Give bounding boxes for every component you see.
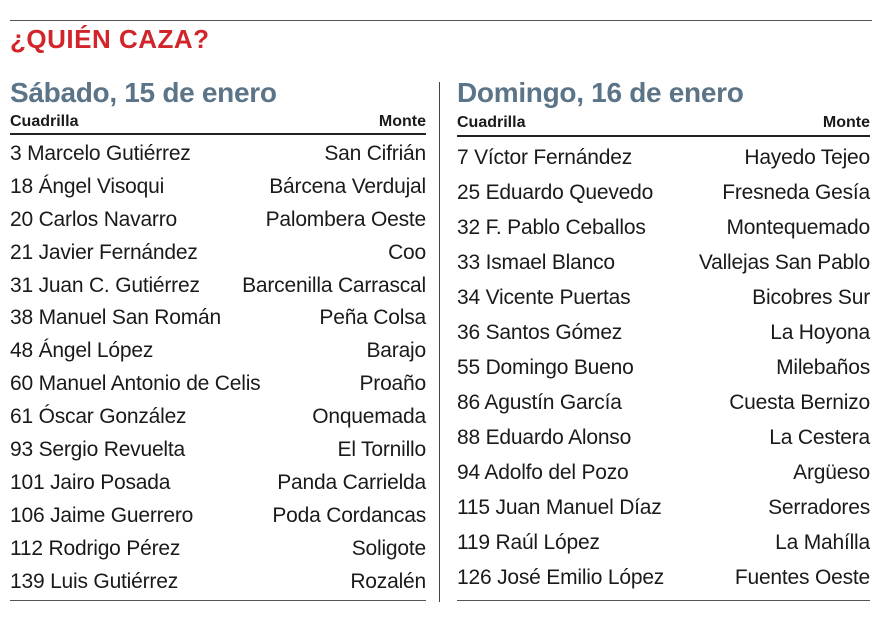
cuadrilla-cell: 31 Juan C. Gutiérrez xyxy=(10,273,200,297)
cuadrilla-cell: 115 Juan Manuel Díaz xyxy=(457,496,662,519)
table-row xyxy=(457,280,870,315)
monte-cell: Fuentes Oeste xyxy=(734,566,870,589)
table-row xyxy=(457,245,870,280)
table-row xyxy=(10,533,426,566)
cuadrilla-cell: 33 Ismael Blanco xyxy=(457,251,615,274)
monte-cell: Panda Carrielda xyxy=(277,470,426,494)
cuadrilla-cell: 18 Ángel Visoqui xyxy=(10,174,165,198)
cuadrilla-cell: 25 Eduardo Quevedo xyxy=(457,181,654,204)
table-row xyxy=(10,237,426,270)
table-row xyxy=(457,175,870,210)
cuadrilla-cell: 38 Manuel San Román xyxy=(10,306,221,330)
monte-cell: Bicobres Sur xyxy=(752,286,870,309)
cuadrilla-cell: 7 Víctor Fernández xyxy=(457,146,632,169)
monte-cell: Palombera Oeste xyxy=(265,207,426,231)
header-cuadrilla: Cuadrilla xyxy=(10,113,79,130)
table-row xyxy=(10,368,426,401)
monte-cell: Montequemado xyxy=(726,216,870,239)
table-row xyxy=(457,490,870,525)
table-row xyxy=(457,210,870,245)
cuadrilla-cell: 106 Jaime Guerrero xyxy=(10,503,194,527)
monte-cell: Milebaños xyxy=(776,356,870,379)
monte-cell: Proaño xyxy=(359,372,426,396)
table-row xyxy=(457,385,870,420)
sunday-column xyxy=(457,76,870,595)
table-row xyxy=(10,467,426,500)
table-row xyxy=(457,420,870,455)
cuadrilla-cell: 36 Santos Gómez xyxy=(457,321,623,344)
monte-cell: Hayedo Tejeo xyxy=(744,146,870,169)
monte-cell: Peña Colsa xyxy=(319,306,426,330)
cuadrilla-cell: 3 Marcelo Gutiérrez xyxy=(10,142,191,165)
cuadrilla-cell: 34 Vicente Puertas xyxy=(457,286,631,309)
cuadrilla-cell: 94 Adolfo del Pozo xyxy=(457,461,629,484)
monte-cell: Rozalén xyxy=(350,569,426,593)
table-row xyxy=(10,434,426,467)
cuadrilla-cell: 119 Raúl López xyxy=(457,531,600,554)
cuadrilla-cell: 112 Rodrigo Pérez xyxy=(10,536,181,560)
sunday-rows xyxy=(457,140,870,595)
saturday-heading: Sábado, 15 de enero xyxy=(10,77,277,108)
table-row xyxy=(457,525,870,560)
monte-cell: Coo xyxy=(388,240,426,264)
sunday-table-header xyxy=(457,112,870,137)
monte-cell: Fresneda Gesía xyxy=(722,181,870,204)
monte-cell: Bárcena Verdujal xyxy=(269,174,426,198)
cuadrilla-cell: 93 Sergio Revuelta xyxy=(10,438,186,462)
monte-cell: Argüeso xyxy=(793,461,870,484)
table-row xyxy=(457,350,870,385)
saturday-rows xyxy=(10,138,426,598)
saturday-column xyxy=(10,76,426,598)
monte-cell: Serradores xyxy=(768,496,870,519)
table-row xyxy=(457,455,870,490)
monte-cell: San Cifrián xyxy=(324,142,426,165)
header-monte: Monte xyxy=(378,113,426,130)
table-row xyxy=(10,171,426,204)
cuadrilla-cell: 48 Ángel López xyxy=(10,339,154,363)
monte-cell: Soligote xyxy=(351,536,426,560)
header-monte: Monte xyxy=(822,114,870,131)
cuadrilla-cell: 139 Luis Gutiérrez xyxy=(10,569,178,593)
monte-cell: La Mahílla xyxy=(775,531,870,554)
cuadrilla-cell: 55 Domingo Bueno xyxy=(457,356,634,379)
page-title: ¿QUIÉN CAZA? xyxy=(10,24,210,54)
column-divider xyxy=(439,82,440,602)
bottom-rule xyxy=(457,600,870,601)
table-row xyxy=(10,204,426,237)
table-row xyxy=(10,270,426,303)
table-row xyxy=(10,401,426,434)
table-row xyxy=(457,560,870,595)
cuadrilla-cell: 101 Jairo Posada xyxy=(10,470,171,494)
table-row xyxy=(457,315,870,350)
header-cuadrilla: Cuadrilla xyxy=(457,114,526,131)
monte-cell: El Tornillo xyxy=(337,438,426,462)
monte-cell: La Cestera xyxy=(769,426,870,449)
cuadrilla-cell: 32 F. Pablo Ceballos xyxy=(457,216,646,239)
monte-cell: La Hoyona xyxy=(770,321,870,344)
cuadrilla-cell: 126 José Emilio López xyxy=(457,566,665,589)
cuadrilla-cell: 60 Manuel Antonio de Celis xyxy=(10,372,261,396)
cuadrilla-cell: 88 Eduardo Alonso xyxy=(457,426,632,449)
table-row xyxy=(10,302,426,335)
monte-cell: Barcenilla Carrascal xyxy=(242,273,426,297)
bottom-rule xyxy=(10,600,426,601)
table-row xyxy=(10,566,426,599)
top-rule xyxy=(10,20,872,21)
monte-cell: Cuesta Bernizo xyxy=(729,391,870,414)
monte-cell: Onquemada xyxy=(312,405,426,429)
table-row xyxy=(10,500,426,533)
monte-cell: Barajo xyxy=(366,339,426,363)
sunday-heading: Domingo, 16 de enero xyxy=(457,77,744,108)
table-row xyxy=(10,335,426,368)
table-row xyxy=(457,140,870,175)
table-row xyxy=(10,138,426,171)
saturday-table-header xyxy=(10,112,426,135)
cuadrilla-cell: 86 Agustín García xyxy=(457,391,622,414)
cuadrilla-cell: 21 Javier Fernández xyxy=(10,240,198,264)
monte-cell: Poda Cordancas xyxy=(272,503,426,527)
cuadrilla-cell: 61 Óscar González xyxy=(10,405,187,429)
cuadrilla-cell: 20 Carlos Navarro xyxy=(10,207,177,231)
monte-cell: Vallejas San Pablo xyxy=(698,251,870,274)
